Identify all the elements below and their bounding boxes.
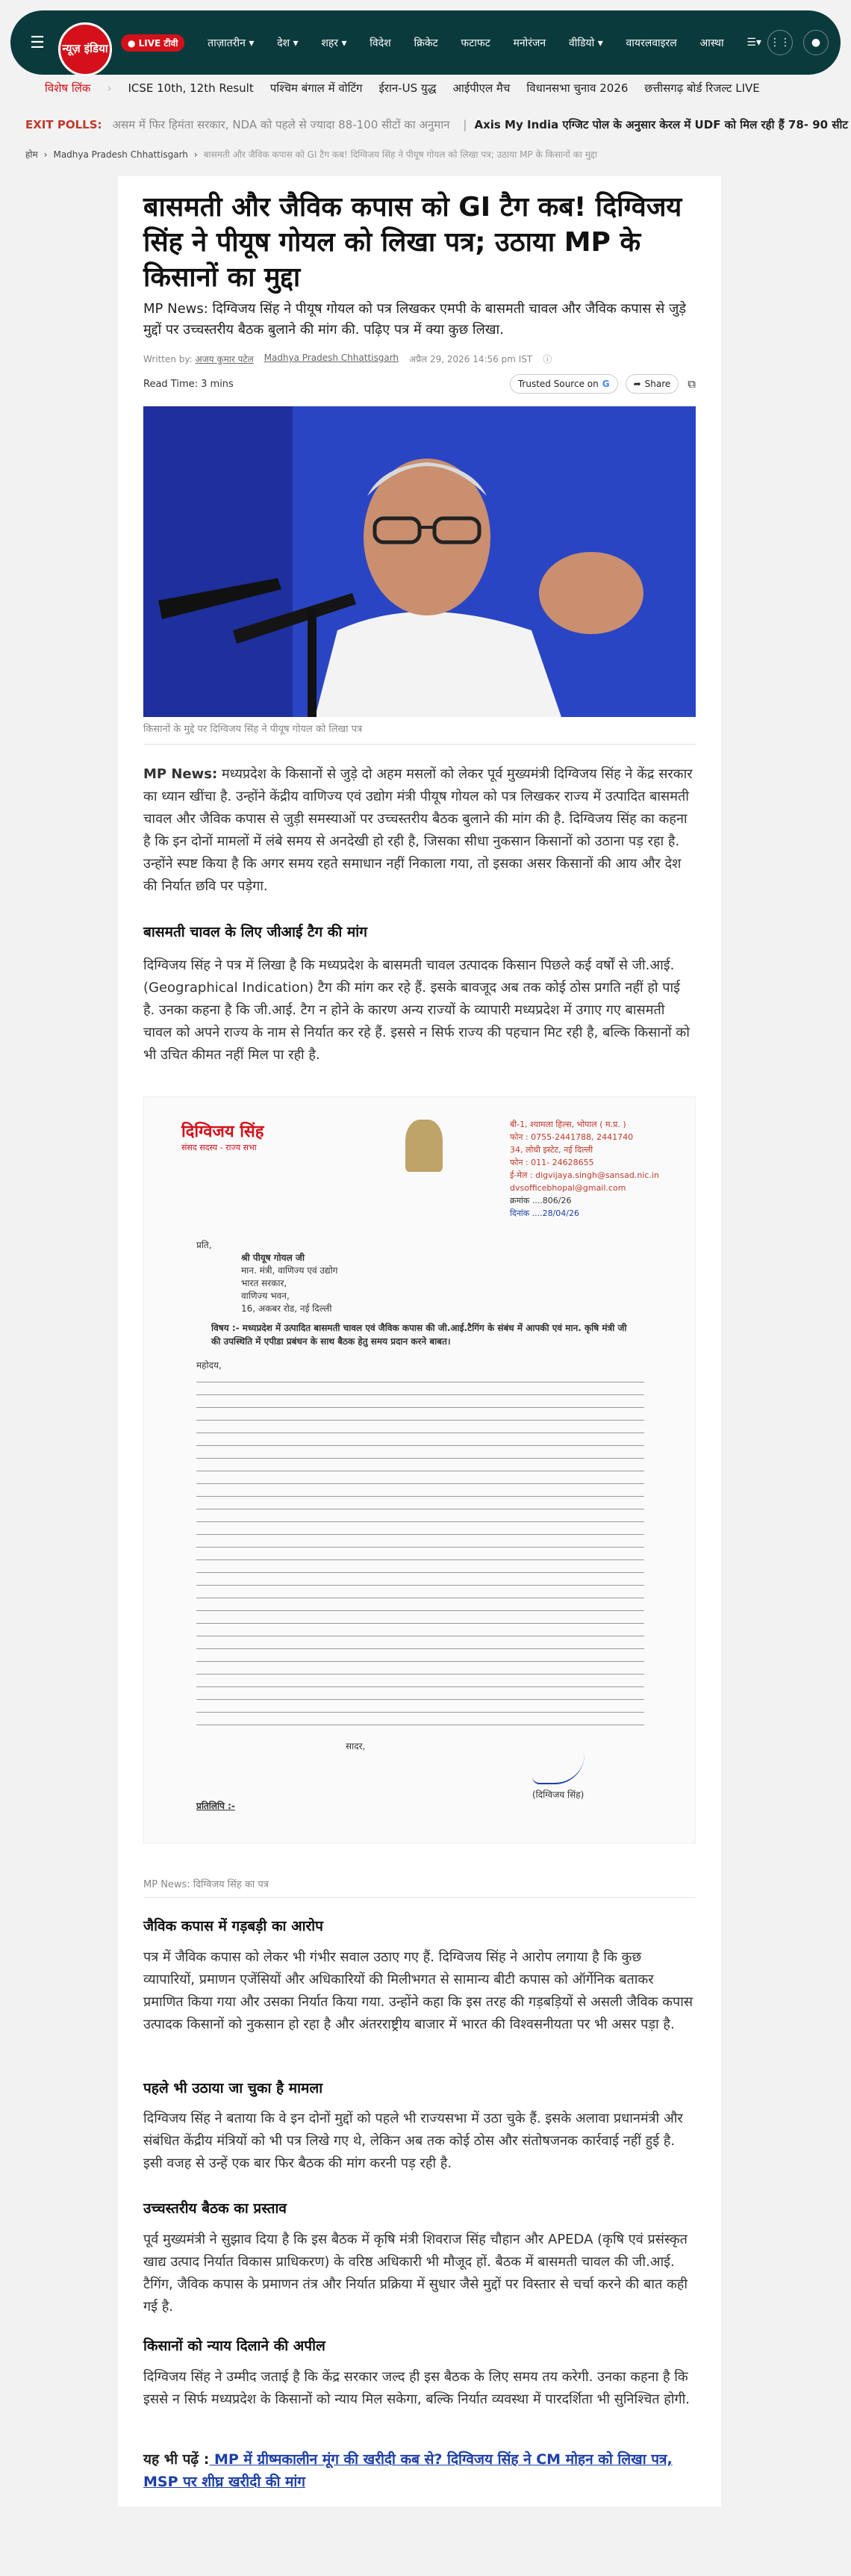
exit-polls-ticker [0, 111, 851, 139]
written-by-label: Written by: [143, 354, 193, 364]
trending-link[interactable]: पश्चिम बंगाल में वोटिंग [269, 81, 363, 95]
main-nav [121, 34, 767, 52]
letter-cc: प्रतिलिपि :- [196, 1801, 235, 1811]
share-icon: ➦ [633, 379, 641, 389]
chevron-right-icon: › [107, 81, 112, 95]
paragraph: दिग्विजय सिंह ने पत्र में लिखा है कि मध्यप्रदेश के बासमती चावल उत्पादक किसान पिछले कई वर्षों से जी.आई. (Geographical Indication) टैग की मांग कर रहे हैं. इसके बावजूद अब तक कोई ठोस प्रगति नहीं हो पाई है. उनका कहना है कि जी.आई. टैग न होने के कारण अन्य राज्यों के व्यापारी मध्यप्रदेश में उगाए गए बासमती चावल को अपने राज्य के नाम से निर्यात कर रहे हैं. इससे न सिर्फ राज्य की पहचान मिट रही है, बल्कि किसानों को भी उचित कीमत नहीं मिल पा रही है. [143, 958, 690, 1063]
paragraph: दिग्विजय सिंह ने उम्मीद जताई है कि केंद्र सरकार जल्द ही इस बैठक के लिए समय तय करेगी. उनका कहना है कि इससे न सिर्फ मध्यप्रदेश के किसानों को न्याय मिल सकेगा, बल्कि निर्यात व्यवस्था में पारदर्शिता भी सुनिश्चित होगी. [143, 2369, 690, 2407]
paragraph-lead: MP News: [143, 766, 218, 782]
image-caption: किसानों के मुद्दे पर दिग्विजय सिंह ने पीयूष गोयल को लिखा पत्र [143, 724, 363, 735]
trending-link[interactable]: ICSE 10th, 12th Result [128, 81, 254, 95]
trusted-label: Trusted Source on [517, 379, 599, 389]
paragraph: पूर्व मुख्यमंत्री ने सुझाव दिया है कि इस बैठक में कृषि मंत्री शिवराज सिंह चौहान और APEDA (कृषि एवं प्रसंस्कृत खाद्य उत्पाद निर्यात विकास प्राधिकरण) के वरिष्ठ अधिकारी भी मौजूद हों. बैठक में बासमती चावल की जी.आई. टैगिंग, जैविक कपास के प्रमाणन तंत्र और निर्यात प्रक्रिया में सुधार जैसे मुद्दों पर विस्तार से चर्चा करने की बात कही गई है. [143, 2232, 688, 2315]
address-line: बी-1, श्यामला हिल्स, भोपाल ( म.प्र. ) [510, 1120, 626, 1129]
politician-photo-illustration [143, 406, 696, 717]
nav-item[interactable]: देश ▾ [277, 37, 299, 49]
breadcrumb-current: बासमती और जैविक कपास को GI टैग कब! दिग्विजय सिंह ने पीयूष गोयल को लिखा पत्र; उठाया MP के किसानों का मुद्दा [203, 149, 597, 160]
letter-salutation: महोदय, [196, 1360, 222, 1371]
paragraph: पत्र में जैविक कपास को लेकर भी गंभीर सवाल उठाए गए हैं. दिग्विजय सिंह ने आरोप लगाया है कि कुछ व्यापारियों, प्रमाणन एजेंसियों और अधिकारियों की मिलीभगत से सामान्य बीटी कपास को ऑर्गेनिक बताकर प्रमाणित किया गया और उसका निर्यात किया गया. उन्होंने कहा कि इस तरह की गड़बड़ियों से असली जैविक कपास उत्पादक किसानों को नुकसान हो रहा है और अंतरराष्ट्रीय बाजार में भारत की विश्वसनीयता पर भी असर पड़ा है. [143, 1949, 693, 2032]
letter-sender-name: दिग्विजय सिंह [181, 1123, 264, 1141]
author-link[interactable]: अजय कुमार पटेल [195, 354, 254, 364]
apps-grid-icon[interactable]: ⋮⋮ [767, 30, 793, 55]
section-heading: पहले भी उठाया जा चुका है मामला [143, 2080, 323, 2097]
chevron-right-icon: › [193, 149, 198, 160]
separator: | [463, 118, 467, 131]
publish-date: अप्रैल 29, 2026 14:56 pm IST [409, 354, 533, 364]
also-read-link[interactable]: MP में ग्रीष्मकालीन मूंग की खरीदी कब से? दिग्विजय सिंह ने CM मोहन को लिखा पत्र, MSP पर शीघ्र खरीदी की मांग [143, 2451, 673, 2490]
signature-mark [532, 1754, 585, 1784]
share-button[interactable] [626, 374, 679, 394]
divider [143, 1897, 696, 1898]
letter-sender-role: संसद सदस्य - राज्य सभा [181, 1143, 257, 1152]
paragraph: दिग्विजय सिंह ने बताया कि वे इन दोनों मुद्दों को पहले भी राज्यसभा में उठा चुके हैं. इसके अलावा प्रधानमंत्री और संबंधित केंद्रीय मंत्रियों को भी पत्र लिखे गए थे, लेकिन अब तक कोई ठोस और संतोषजनक कार्रवाई नहीं हुई है. इसी वजह से उन्हें एक बार फिर बैठक की मांग करनी पड़ रही है. [143, 2111, 683, 2171]
letter-recipient [196, 1239, 337, 1315]
letter-signature-name: (दिग्विजय सिंह) [532, 1790, 585, 1800]
recipient-line: प्रति, [196, 1240, 212, 1250]
address-line: 34, लोधी इस्टेट, नई दिल्ली [510, 1145, 593, 1155]
recipient-line: भारत सरकार, [241, 1278, 287, 1288]
recipient-line: श्री पीयूष गोयल जी [241, 1253, 305, 1263]
share-label: Share [644, 379, 671, 389]
info-icon[interactable]: ⓘ [543, 354, 552, 364]
read-time: Read Time: 3 mins [143, 378, 234, 390]
nav-item[interactable]: आस्था [699, 37, 724, 49]
hamburger-menu-icon[interactable]: ☰ [30, 33, 45, 52]
google-icon: G [602, 379, 610, 389]
letter-image [143, 1096, 696, 1843]
article-card [118, 176, 721, 2507]
nav-item[interactable]: विदेश [370, 37, 391, 49]
nav-item[interactable]: क्रिकेट [414, 37, 438, 49]
trusted-source-button[interactable] [510, 374, 618, 394]
letter-subject: विषय :- मध्यप्रदेश में उत्पादित बासमती चावल एवं जैविक कपास की जी.आई.टैगिंग के संबंध में आपकी एवं मान. कृषि मंत्री जी की उपस्थिति में एपीडा प्रबंधन के साथ बैठक हेतु समय प्रदान करने बाबत। [211, 1323, 627, 1347]
section-heading: जैविक कपास में गड़बड़ी का आरोप [143, 1918, 323, 1934]
breadcrumb-category[interactable]: Madhya Pradesh Chhattisgarh [53, 149, 188, 160]
breadcrumb [25, 148, 597, 161]
ticker-item[interactable]: असम में फिर हिमंता सरकार, NDA को पहले से ज्यादा 88-100 सीटों का अनुमान [112, 118, 450, 131]
nav-item[interactable]: ताज़ातरीन ▾ [208, 37, 255, 49]
exit-polls-label: EXIT POLLS: [25, 118, 102, 131]
recipient-line: 16, अकबर रोड, नई दिल्ली [241, 1303, 332, 1314]
recipient-line: मान. मंत्री, वाणिज्य एवं उद्योग [241, 1265, 338, 1276]
recipient-line: वाणिज्य भवन, [241, 1291, 290, 1301]
letter-caption: MP News: दिग्विजय सिंह का पत्र [143, 1879, 269, 1890]
user-profile-icon[interactable]: ● [803, 30, 829, 55]
trending-link[interactable]: छत्तीसगढ़ बोर्ड रिजल्ट LIVE [644, 81, 760, 95]
nav-more[interactable]: ☰▾ [746, 37, 761, 49]
letter-closing: सादर, [346, 1741, 366, 1751]
also-read [143, 2448, 696, 2493]
nav-item[interactable]: फटाफट [461, 37, 490, 49]
letter-date: दिनांक ....28/04/26 [510, 1208, 579, 1218]
address-line: dvsofficebhopal@gmail.com [510, 1183, 626, 1193]
live-tv-link[interactable]: ● LIVE टीवी [121, 34, 184, 52]
also-read-label: यह भी पढ़ें : [143, 2451, 210, 2468]
nav-item[interactable]: वीडियो ▾ [568, 37, 603, 49]
read-time-row [143, 372, 696, 396]
category-link[interactable]: Madhya Pradesh Chhattisgarh [264, 353, 399, 363]
emblem-icon [405, 1120, 443, 1172]
trending-link[interactable]: विधानसभा चुनाव 2026 [526, 81, 629, 95]
breadcrumb-home[interactable]: होम [25, 149, 38, 160]
copy-icon[interactable]: ⧉ [688, 377, 696, 391]
section-heading: बासमती चावल के लिए जीआई टैग की मांग [143, 924, 367, 940]
address-line: ई-मेल : digvijaya.singh@sansad.nic.in [510, 1170, 659, 1180]
header-icons [767, 30, 829, 55]
article-hero-image [143, 406, 696, 717]
letter-address-block [510, 1118, 659, 1220]
site-logo[interactable]: न्यूज़ इंडिया [58, 22, 112, 76]
address-line: फोन : 011- 24628655 [510, 1158, 594, 1167]
letter-body-text [196, 1375, 644, 1734]
trending-bar [45, 77, 760, 99]
nav-item[interactable]: वायरलवाइरल [626, 37, 677, 49]
summary-text: MP News: दिग्विजय सिंह ने पीयूष गोयल को पत्र लिखकर एमपी के बासमती चावल और जैविक कपास से जुड़े मुद्दों पर उच्चस्तरीय बैठक बुलाने की मांग की. पढ़िए पत्र में क्या कुछ लिखा. [143, 301, 686, 338]
article-meta [143, 353, 696, 365]
address-line: फोन : 0755-2441788, 2441740 [510, 1132, 634, 1142]
nav-item[interactable]: मनोरंजन [513, 37, 546, 49]
letter-ref: क्रमांक ....806/26 [510, 1196, 572, 1205]
section-heading: किसानों को न्याय दिलाने की अपील [143, 2338, 325, 2354]
ticker-item[interactable]: Axis My India एग्जिट पोल के अनुसार केरल में UDF को मिल रही हैं 78- 90 सीट [474, 118, 848, 131]
divider [143, 744, 696, 745]
article-summary [143, 299, 696, 341]
section-heading: उच्चस्तरीय बैठक का प्रस्ताव [143, 2200, 287, 2217]
trending-link[interactable]: ईरान-US युद्ध [378, 81, 437, 95]
article-title: बासमती और जैविक कपास को GI टैग कब! दिग्विजय सिंह ने पीयूष गोयल को लिखा पत्र; उठाया MP के किसानों का मुद्दा [143, 192, 682, 293]
chevron-right-icon: › [43, 149, 48, 160]
trending-link[interactable]: आईपीएल मैच [452, 81, 511, 95]
top-navbar [10, 10, 841, 75]
trending-label: विशेष लिंक [45, 81, 91, 95]
nav-item[interactable]: शहर ▾ [321, 37, 347, 49]
paragraph-text: मध्यप्रदेश के किसानों से जुड़े दो अहम मसलों को लेकर पूर्व मुख्यमंत्री दिग्विजय सिंह ने केंद्र सरकार का ध्यान खींचा है. उन्होंने केंद्रीय वाणिज्य एवं उद्योग मंत्री पीयूष गोयल को पत्र लिखकर राज्य में उत्पादित बासमती चावल और जैविक कपास से जुड़ी समस्याओं पर उच्चस्तरीय बैठक बुलाने की मांग की है. दिग्विजय सिंह का कहना है कि इन दोनों मामलों में लंबे समय से अनदेखी हो रही है, जिसका सीधा नुकसान किसानों को उठाना पड़ रहा है. उन्होंने स्पष्ट किया है कि अगर समय रहते समाधान नहीं निकाला गया, तो इसका असर किसानों की आय और देश की निर्यात छवि पर पड़ेगा. [143, 766, 693, 894]
paragraph [143, 763, 696, 898]
